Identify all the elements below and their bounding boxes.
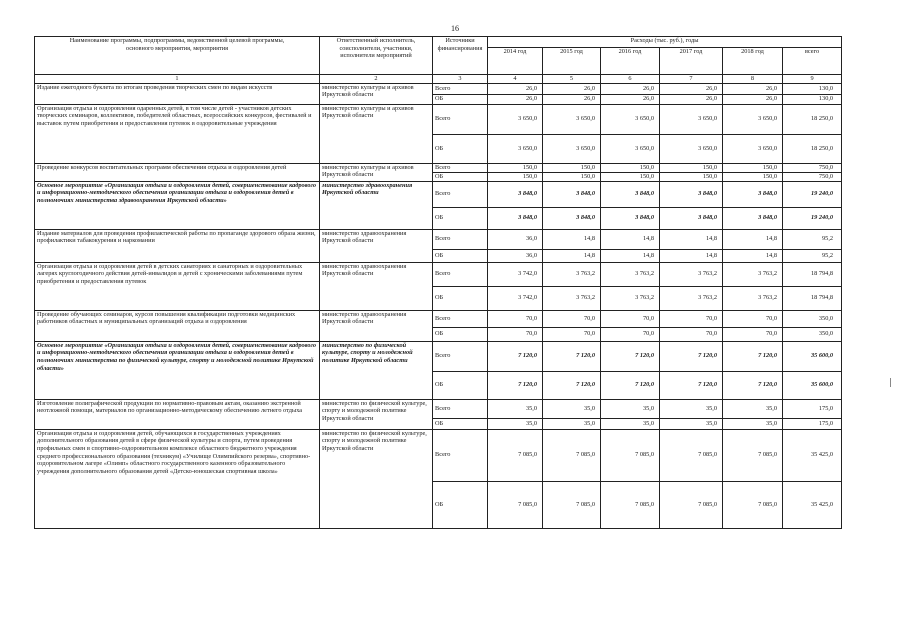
year-value: 26,0 [488,83,543,94]
year-value: 35,0 [488,399,543,418]
header-expenses: Расходы (тыс. руб.), годы [488,37,842,48]
year-value: 150,0 [601,172,660,181]
responsible-executor: министерство по физической культуре, спорту и молодежной политике Иркутской области [320,341,433,399]
year-value: 14,8 [601,229,660,249]
year-value: 7 120,0 [660,371,723,399]
year-value: 3 763,2 [723,262,783,286]
year-value: 7 120,0 [488,341,543,371]
year-value: 70,0 [601,327,660,341]
funding-source: Всего [433,181,488,207]
total-value: 95,2 [783,249,842,262]
total-value: 19 240,0 [783,207,842,229]
year-header: 2015 год [543,48,601,75]
total-value: 175,0 [783,418,842,429]
activity-name: Издание материалов для проведения профилактической работы по пропаганде здорового образа жизни, профилактики табакокурения и наркомании [35,229,320,262]
year-value: 35,0 [601,418,660,429]
year-value: 3 763,2 [601,262,660,286]
column-index: 9 [783,75,842,84]
year-value: 7 120,0 [601,341,660,371]
funding-source: ОБ [433,172,488,181]
year-value: 26,0 [543,83,601,94]
column-index: 3 [433,75,488,84]
funding-source: ОБ [433,371,488,399]
year-value: 3 650,0 [543,134,601,163]
table-row [35,399,842,418]
total-value: 18 250,0 [783,104,842,134]
total-value: 130,0 [783,83,842,94]
year-value: 70,0 [660,310,723,327]
column-index: 1 [35,75,320,84]
year-value: 70,0 [723,310,783,327]
year-value: 3 848,0 [488,207,543,229]
year-value: 3 763,2 [543,286,601,310]
funding-source: Всего [433,429,488,481]
year-value: 3 848,0 [660,181,723,207]
total-value: 18 250,0 [783,134,842,163]
year-value: 150,0 [543,163,601,172]
table-row [35,310,842,327]
year-value: 70,0 [723,327,783,341]
funding-source: Всего [433,310,488,327]
year-value: 35,0 [723,418,783,429]
year-value: 150,0 [488,172,543,181]
year-value: 70,0 [601,310,660,327]
year-value: 14,8 [660,249,723,262]
total-value: 35 600,0 [783,341,842,371]
funding-source: ОБ [433,418,488,429]
funding-source: ОБ [433,249,488,262]
responsible-executor: министерство культуры и архивов Иркутской области [320,83,433,104]
year-value: 150,0 [601,163,660,172]
total-value: 750,0 [783,163,842,172]
year-value: 14,8 [723,249,783,262]
total-value: 18 794,8 [783,286,842,310]
funding-source: ОБ [433,286,488,310]
responsible-executor: министерство здравоохранения Иркутской области [320,310,433,341]
year-value: 7 120,0 [543,371,601,399]
year-value: 7 085,0 [723,481,783,528]
year-value: 3 742,0 [488,286,543,310]
year-value: 7 085,0 [488,429,543,481]
funding-source: Всего [433,399,488,418]
year-value: 3 763,2 [543,262,601,286]
funding-source: Всего [433,229,488,249]
year-value: 14,8 [660,229,723,249]
year-value: 150,0 [543,172,601,181]
year-value: 7 120,0 [543,341,601,371]
table-row [35,262,842,286]
year-value: 26,0 [723,83,783,94]
year-value: 14,8 [601,249,660,262]
year-header: 2016 год [601,48,660,75]
activity-name: Проведение конкурсов воспитательных программ обеспечения отдыха и оздоровления детей [35,163,320,181]
year-value: 26,0 [601,94,660,104]
year-value: 35,0 [660,418,723,429]
funding-source: ОБ [433,94,488,104]
column-index-row [35,75,842,84]
year-value: 26,0 [601,83,660,94]
year-value: 7 085,0 [543,429,601,481]
activity-name: Проведение обучающих семинаров, курсов повышения квалификации подготовки медицинских работников областных и муниципальных организаций отдыха и оздоровления [35,310,320,341]
activity-name: Организация отдыха и оздоровления одаренных детей, в том числе детей - участников детских творческих семинаров, коллективов, победителей областных, всероссийских конкурсов, фестивалей и выставок путем приобретения и предоставления путевок в оздоровительные учреждения [35,104,320,163]
total-value: 750,0 [783,172,842,181]
year-value: 7 120,0 [488,371,543,399]
year-value: 7 120,0 [723,341,783,371]
column-index: 8 [723,75,783,84]
responsible-executor: министерство культуры и архивов Иркутской области [320,163,433,181]
year-value: 35,0 [601,399,660,418]
year-value: 70,0 [543,310,601,327]
year-value: 7 085,0 [488,481,543,528]
activity-name: Изготовление полиграфической продукции по нормативно-правовым актам, оказанию экстренной неотложной помощи, материалов по организационно-методическому обеспечению летнего отдыха [35,399,320,429]
year-header: 2017 год [660,48,723,75]
header-source: Источники финансирования [433,37,488,75]
column-index: 2 [320,75,433,84]
year-value: 35,0 [723,399,783,418]
year-value: 3 650,0 [543,104,601,134]
year-value: 36,0 [488,229,543,249]
column-index: 5 [543,75,601,84]
year-value: 3 763,2 [660,286,723,310]
year-value: 3 650,0 [660,104,723,134]
header-responsible: Ответственный исполнитель, соисполнители, участники, исполнители мероприятий [320,37,433,75]
scan-mark [890,378,891,387]
year-value: 7 085,0 [660,429,723,481]
year-value: 3 650,0 [723,134,783,163]
year-value: 7 085,0 [723,429,783,481]
activity-name: Организация отдыха и оздоровления детей, обучающихся в государственных учреждениях дополнительного образования детей в сфере физической культуры и спорта, путем проведения профильных смен в спортивно-оздоровительном комплексе областного бюджетного учреждения среднего профессионального образования (техникум) «Училище Олимпийского резерва», спортивно-оздоровительном лагере «Олимп» областного государственного казенного образовательного учреждения дополнительного образования детей «Детско-юношеская спортивная школа» [35,429,320,528]
year-value: 14,8 [723,229,783,249]
year-value: 3 848,0 [601,207,660,229]
responsible-executor: министерство культуры и архивов Иркутской области [320,104,433,163]
year-value: 26,0 [660,83,723,94]
budget-table [34,36,842,529]
year-value: 3 848,0 [723,181,783,207]
responsible-executor: министерство по физической культуре, спорту и молодежной политике Иркутской области [320,429,433,528]
year-value: 3 848,0 [543,181,601,207]
year-value: 3 848,0 [723,207,783,229]
responsible-executor: министерство здравоохранения Иркутской области [320,229,433,262]
total-value: 19 240,0 [783,181,842,207]
activity-name: Основное мероприятие «Организация отдыха и оздоровления детей, совершенствование кадрового и информационно-методического обеспечения организации отдыха и оздоровления детей в полномочиях министерства здравоохранения Иркутской области» [35,181,320,229]
year-value: 3 650,0 [488,134,543,163]
year-value: 7 120,0 [723,371,783,399]
year-value: 7 085,0 [660,481,723,528]
total-value: 130,0 [783,94,842,104]
year-value: 150,0 [660,163,723,172]
responsible-executor: министерство здравоохранения Иркутской области [320,181,433,229]
responsible-executor: министерство здравоохранения Иркутской области [320,262,433,310]
funding-source: Всего [433,104,488,134]
year-value: 26,0 [660,94,723,104]
funding-source: Всего [433,262,488,286]
responsible-executor: министерство по физической культуре, спорту и молодежной политике Иркутской области [320,399,433,429]
year-value: 3 650,0 [660,134,723,163]
year-value: 14,8 [543,229,601,249]
year-value: 3 848,0 [601,181,660,207]
year-value: 150,0 [660,172,723,181]
total-value: 350,0 [783,310,842,327]
year-value: 70,0 [488,327,543,341]
year-value: 70,0 [660,327,723,341]
year-value: 150,0 [723,163,783,172]
page-number: 16 [451,24,459,33]
funding-source: Всего [433,83,488,94]
year-value: 70,0 [488,310,543,327]
year-value: 7 085,0 [543,481,601,528]
year-header: 2014 год [488,48,543,75]
total-value: 95,2 [783,229,842,249]
table-row [35,181,842,207]
column-index: 4 [488,75,543,84]
funding-source: ОБ [433,327,488,341]
year-value: 3 650,0 [601,104,660,134]
year-header: 2018 год [723,48,783,75]
year-value: 3 848,0 [488,181,543,207]
table-row [35,341,842,371]
year-value: 3 848,0 [543,207,601,229]
total-value: 350,0 [783,327,842,341]
column-index: 7 [660,75,723,84]
year-value: 3 650,0 [723,104,783,134]
header-row [35,37,842,48]
year-value: 3 848,0 [660,207,723,229]
year-value: 26,0 [543,94,601,104]
total-value: 35 600,0 [783,371,842,399]
year-value: 26,0 [488,94,543,104]
table-row [35,429,842,481]
year-value: 70,0 [543,327,601,341]
year-value: 36,0 [488,249,543,262]
total-value: 18 794,8 [783,262,842,286]
activity-name: Издание ежегодного буклета по итогам проведения творческих смен по видам искусств [35,83,320,104]
year-value: 35,0 [660,399,723,418]
total-value: 35 425,0 [783,481,842,528]
table-row [35,163,842,172]
year-value: 7 120,0 [660,341,723,371]
year-value: 7 120,0 [601,371,660,399]
table-row [35,229,842,249]
funding-source: ОБ [433,134,488,163]
year-value: 35,0 [543,399,601,418]
funding-source: ОБ [433,207,488,229]
year-value: 35,0 [543,418,601,429]
total-value: 175,0 [783,399,842,418]
year-value: 3 763,2 [723,286,783,310]
year-value: 26,0 [723,94,783,104]
column-index: 6 [601,75,660,84]
funding-source: Всего [433,341,488,371]
year-value: 3 763,2 [660,262,723,286]
funding-source: ОБ [433,481,488,528]
year-value: 3 763,2 [601,286,660,310]
year-value: 7 085,0 [601,481,660,528]
activity-name: Основное мероприятие «Организация отдыха и оздоровления детей, совершенствование кадрового и информационно-методического обеспечения организации отдыха и оздоровления детей в полномочиях министерства по физической культуре, спорту и молодежной политике Иркутской области» [35,341,320,399]
year-value: 3 650,0 [601,134,660,163]
year-value: 35,0 [488,418,543,429]
header-name: Наименование программы, подпрограммы, ведомственной целевой программы, основного мероприятия, мероприятия [35,37,320,75]
table-row [35,104,842,134]
year-value: 3 650,0 [488,104,543,134]
year-value: 14,8 [543,249,601,262]
year-value: 3 742,0 [488,262,543,286]
year-value: 150,0 [488,163,543,172]
total-header: всего [783,48,842,75]
year-value: 7 085,0 [601,429,660,481]
table-row [35,83,842,94]
activity-name: Организация отдыха и оздоровления детей в детских санаториях и санаторных и оздоровительных лагерях круглогодичного действия детей-инвалидов и детей с хроническими заболеваниями путем приобретения и предоставления путевок [35,262,320,310]
total-value: 35 425,0 [783,429,842,481]
year-value: 150,0 [723,172,783,181]
funding-source: Всего [433,163,488,172]
